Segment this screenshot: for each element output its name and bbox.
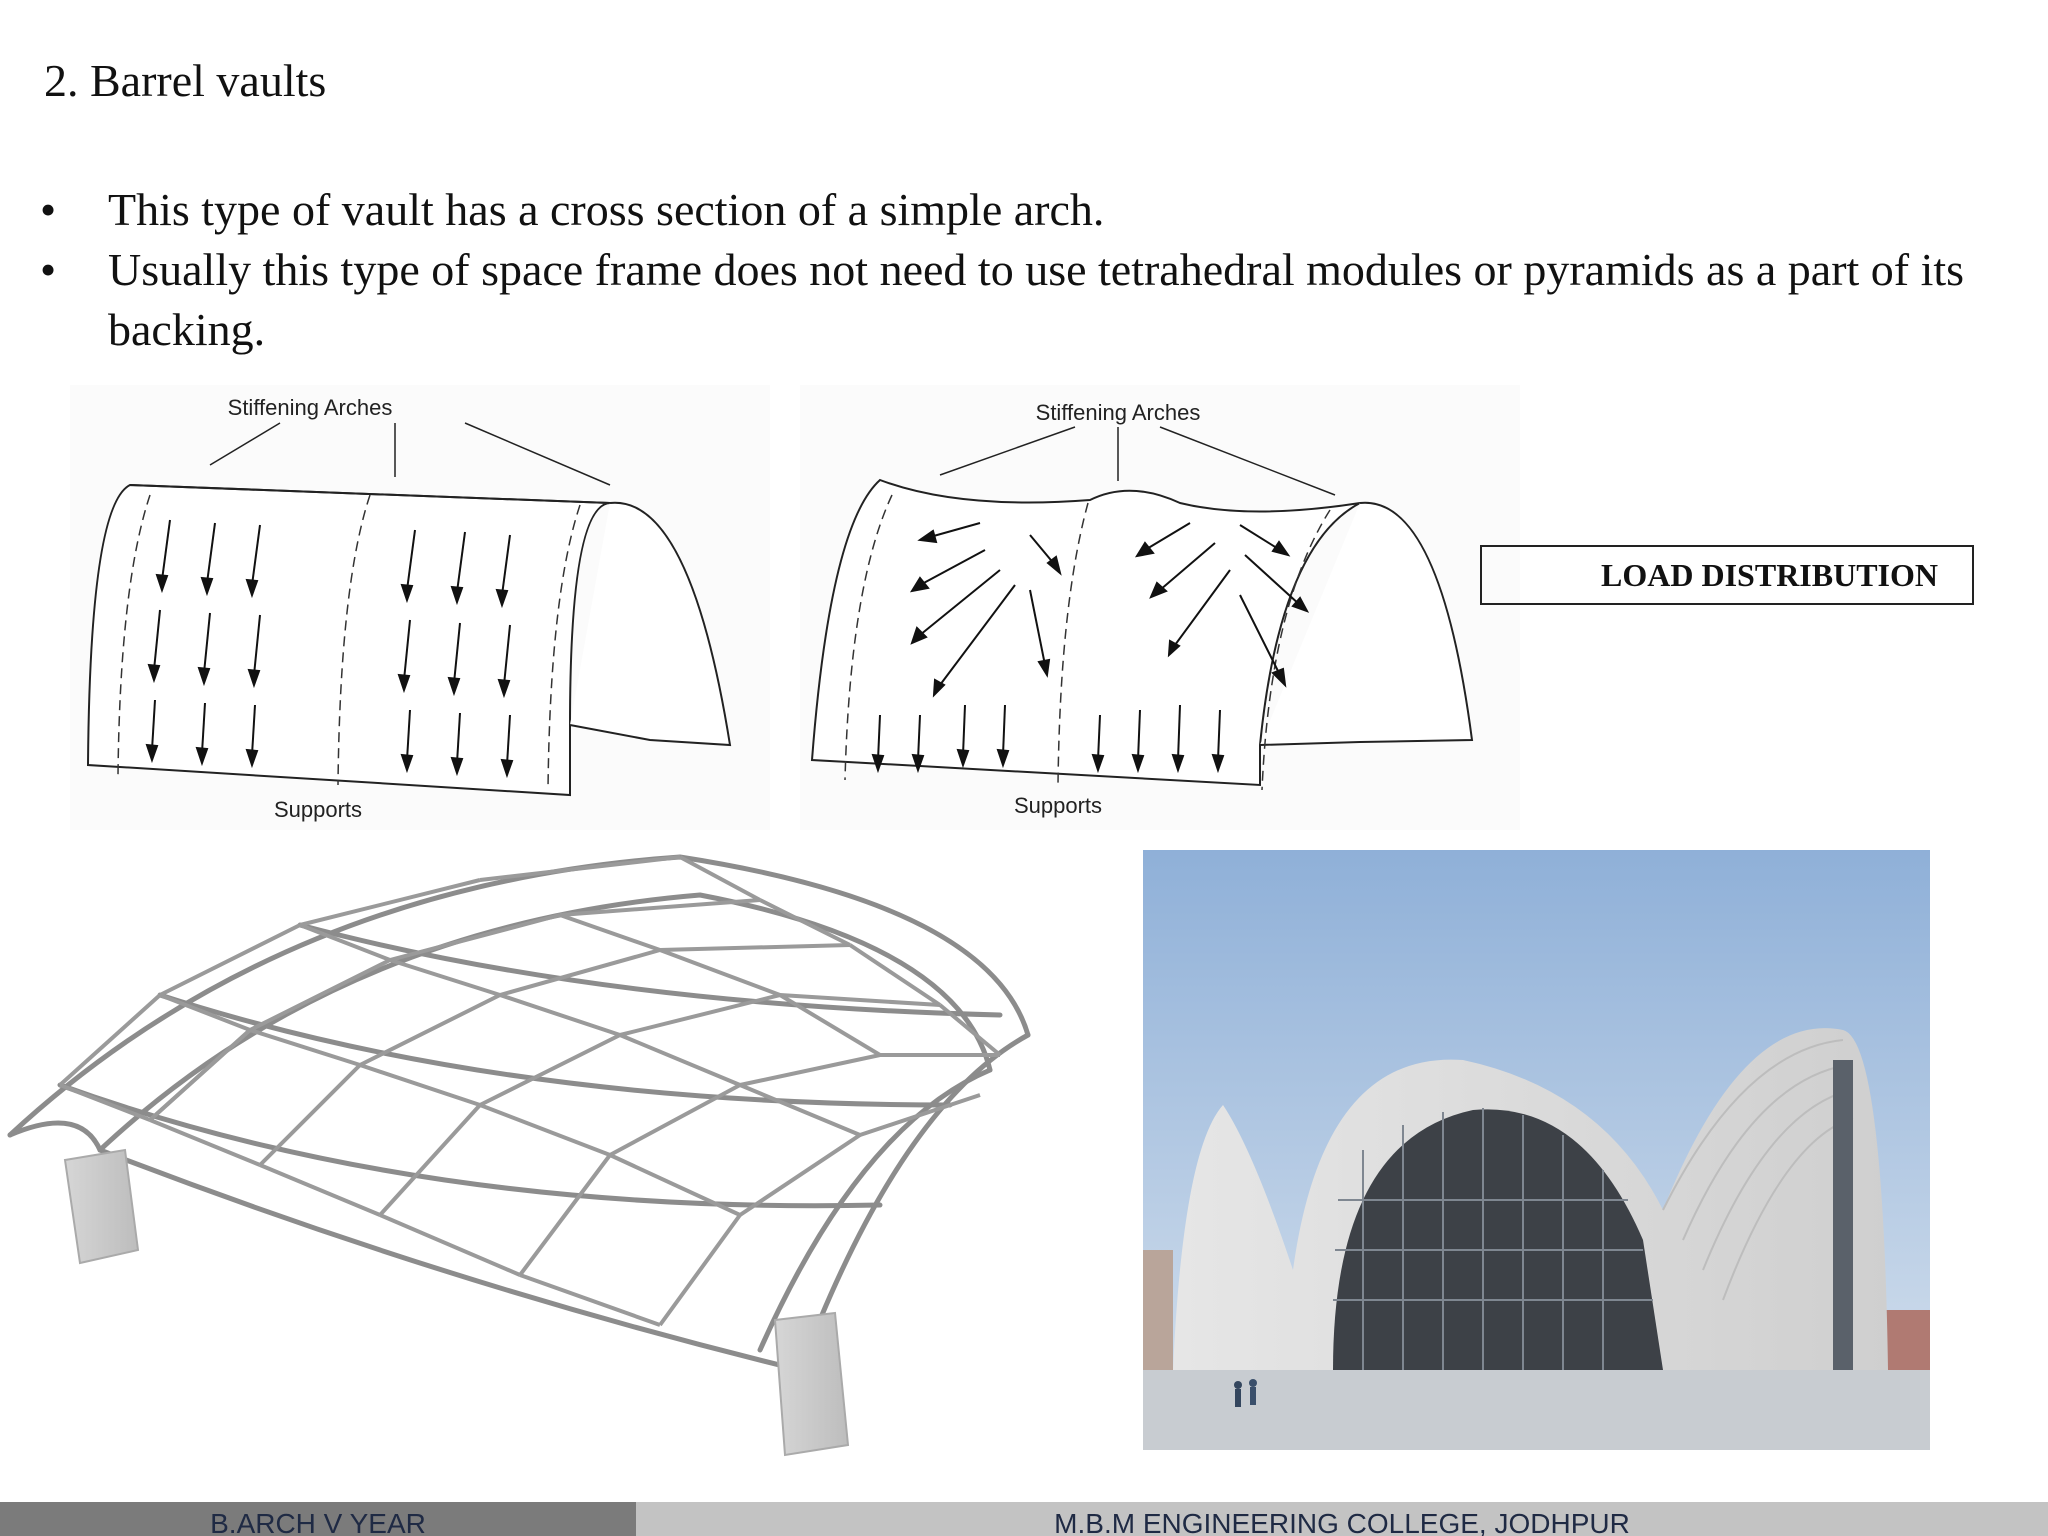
bullet-text: Usually this type of space frame does not need to use tetrahedral modules or pyramids as a part of its backing. [108, 244, 1965, 355]
barrel-vault-diagram-simple [70, 385, 770, 830]
footer-right-label: M.B.M ENGINEERING COLLEGE, JODHPUR [636, 1502, 2048, 1536]
stiffening-arches-label: Stiffening Arches [227, 395, 393, 420]
load-distribution-label: LOAD DISTRIBUTION [1480, 545, 1974, 605]
barrel-vault-diagram-stiffened [800, 385, 1520, 830]
space-frame-render [0, 845, 1040, 1460]
building-photo [1143, 850, 1930, 1450]
bullet-dot: • [40, 184, 57, 235]
bullet-text: This type of vault has a cross section of a simple arch. [108, 184, 1105, 235]
supports-label: Supports [1013, 793, 1103, 818]
footer-left-label: B.ARCH V YEAR [0, 1502, 636, 1536]
bullet-item [40, 240, 2030, 360]
bullet-dot: • [40, 244, 57, 295]
bullet-item [40, 180, 2030, 240]
supports-label: Supports [273, 797, 363, 822]
stiffening-arches-label: Stiffening Arches [1035, 400, 1201, 425]
bullet-list [40, 180, 2030, 360]
slide-heading: 2. Barrel vaults [44, 55, 327, 106]
